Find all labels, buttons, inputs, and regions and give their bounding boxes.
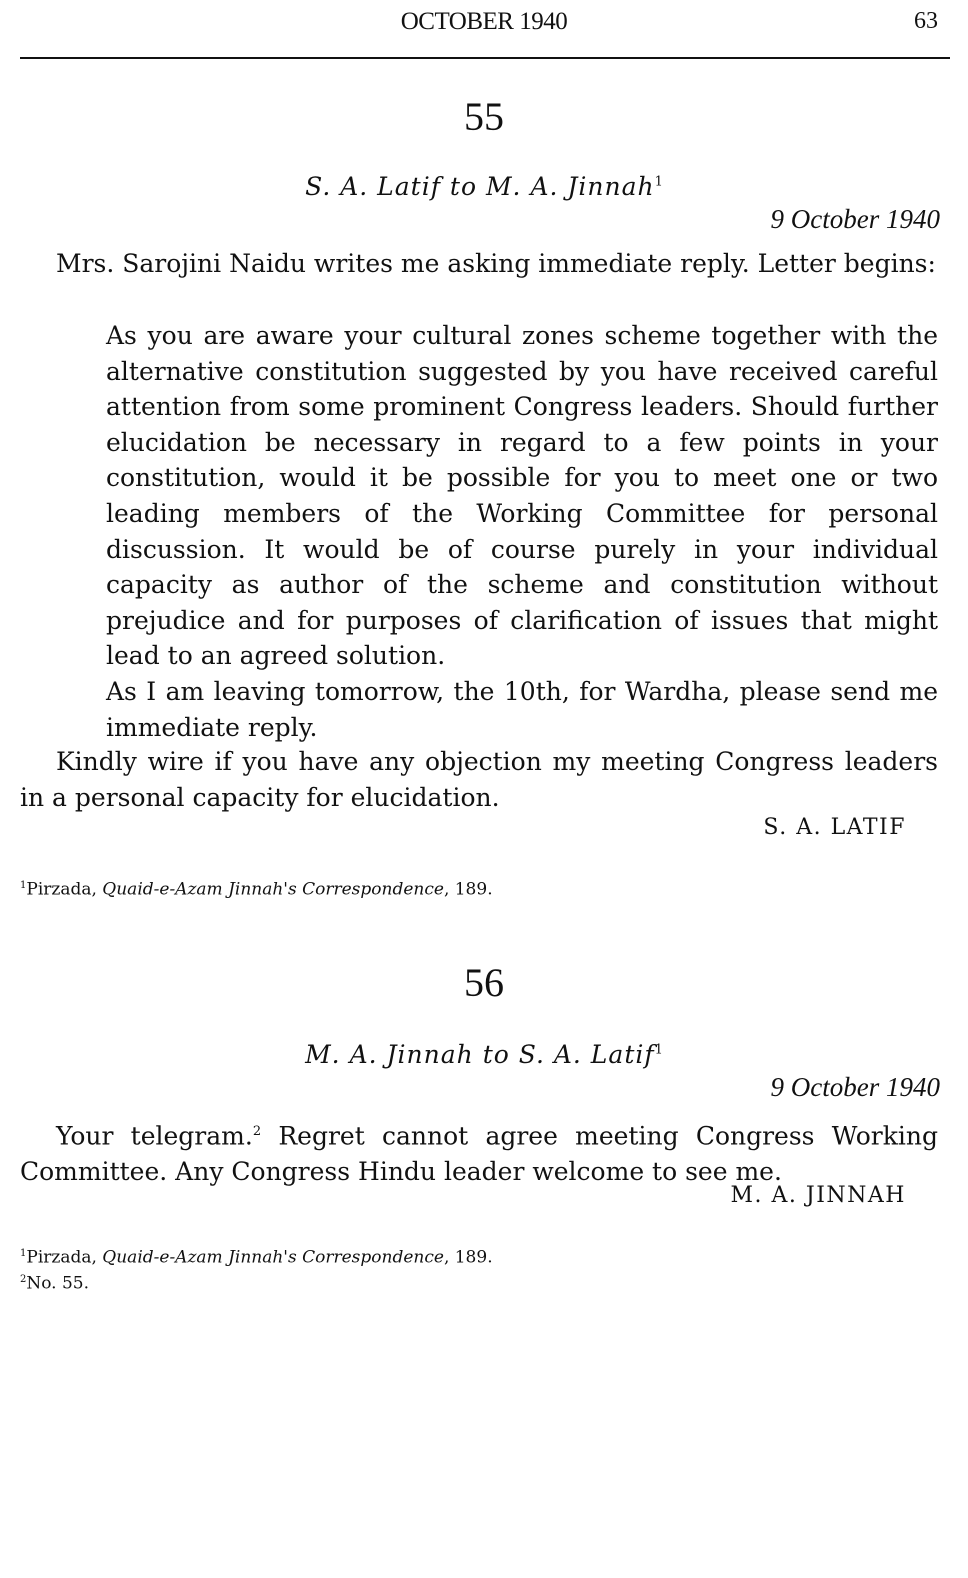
footnote-text: No. 55. [26, 1273, 90, 1294]
heading-text: S. A. Latif to M. A. Jinnah [305, 172, 655, 201]
document-date: 9 October 1940 [770, 1072, 940, 1102]
running-header-title: OCTOBER 1940 [400, 8, 568, 35]
document-number: 55 [464, 94, 504, 139]
signature: S. A. LATIF [763, 815, 906, 840]
letter-closing: Kindly wire if you have any objection my meeting Congress leaders in a personal capacity for elucidation. [20, 747, 938, 812]
signature: M. A. JINNAH [730, 1183, 906, 1208]
header-rule [20, 57, 950, 59]
footnote-title: Quaid-e-Azam Jinnah's Correspondence [102, 879, 444, 900]
footnote-page: , 189. [443, 1247, 493, 1268]
footnote-mark: 2 [252, 1124, 262, 1139]
page-number: 63 [914, 8, 938, 34]
document-date: 9 October 1940 [770, 204, 940, 234]
document-heading [0, 172, 968, 201]
footnote [20, 1267, 920, 1297]
footnote-author: Pirzada, [26, 1247, 97, 1268]
quoted-paragraph: As I am leaving tomorrow, the 10th, for Wardha, please send me immediate reply. [106, 677, 938, 742]
footnote-mark: 2 [20, 1274, 27, 1285]
body-text: Regret cannot agree meeting Congress Working Committee. Any Congress Hindu leader welcome to see me. [20, 1121, 938, 1187]
footnote-page: , 189. [443, 879, 493, 900]
quoted-paragraph: As you are aware your cultural zones scheme together with the alternative constitution suggested by you have received careful attention from some prominent Congress leaders. Should further elucidation be necessary in regard to a few points in your constitution, would it be possible for you to meet one or two leading members of the Working Committee for personal discussion. It would be of course purely in your individual capacity as author of the scheme and constitution without prejudice and for purposes of clarification of issues that might lead to an agreed solution. [106, 321, 938, 671]
footnote-mark: 1 [654, 174, 663, 190]
letter-intro: Mrs. Sarojini Naidu writes me asking immediate reply. Letter begins: [56, 249, 936, 278]
document-heading [0, 1040, 968, 1069]
footnote-mark: 1 [654, 1042, 663, 1058]
footnote-title: Quaid-e-Azam Jinnah's Correspondence [102, 1247, 444, 1268]
heading-text: M. A. Jinnah to S. A. Latif [305, 1040, 655, 1069]
footnote-author: Pirzada, [26, 879, 97, 900]
footnote [20, 873, 920, 903]
footnote-mark: 1 [20, 1248, 27, 1259]
letter-body [20, 1114, 938, 1190]
body-text: Your telegram. [56, 1121, 253, 1151]
footnote-mark: 1 [20, 880, 27, 891]
document-number: 56 [464, 960, 504, 1005]
